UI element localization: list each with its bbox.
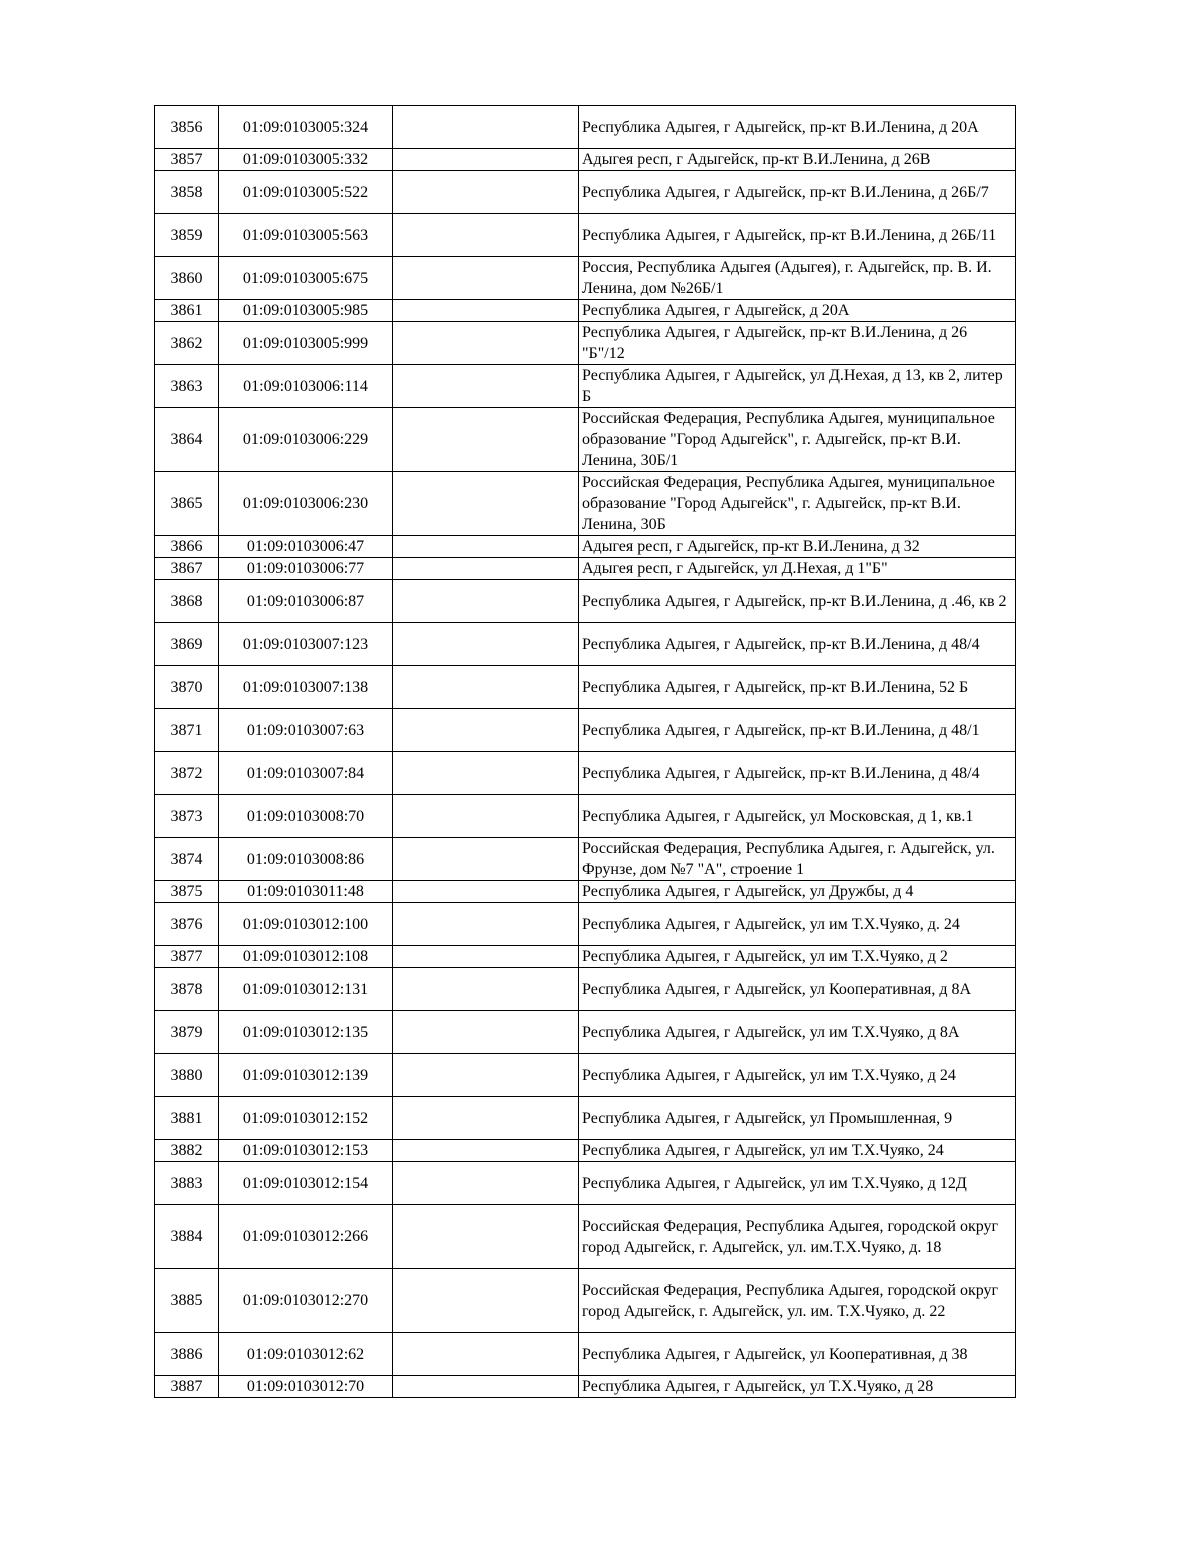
- blank-cell: [393, 536, 579, 558]
- blank-cell: [393, 214, 579, 257]
- cadastral-number-cell: 01:09:0103007:138: [219, 666, 393, 709]
- blank-cell: [393, 623, 579, 666]
- table-row: [155, 580, 1016, 623]
- blank-cell: [393, 149, 579, 171]
- blank-cell: [393, 709, 579, 752]
- cadastral-number-cell: 01:09:0103005:563: [219, 214, 393, 257]
- row-number-cell: 3859: [155, 214, 219, 257]
- cadastral-number-cell: 01:09:0103012:62: [219, 1333, 393, 1376]
- address-cell: Россия, Республика Адыгея (Адыгея), г. Адыгейск, пр. В. И. Ленина, дом №26Б/1: [579, 257, 1016, 300]
- row-number-cell: 3878: [155, 968, 219, 1011]
- blank-cell: [393, 1140, 579, 1162]
- address-cell: Республика Адыгея, г Адыгейск, ул Кооперативная, д 38: [579, 1333, 1016, 1376]
- blank-cell: [393, 106, 579, 149]
- table-row: [155, 1205, 1016, 1269]
- table-row: [155, 1097, 1016, 1140]
- table-row: [155, 1054, 1016, 1097]
- blank-cell: [393, 171, 579, 214]
- address-cell: Республика Адыгея, г Адыгейск, ул им Т.Х.Чуяко, д. 24: [579, 903, 1016, 946]
- row-number-cell: 3872: [155, 752, 219, 795]
- address-cell: Республика Адыгея, г Адыгейск, ул им Т.Х.Чуяко, д 24: [579, 1054, 1016, 1097]
- row-number-cell: 3882: [155, 1140, 219, 1162]
- table-row: [155, 536, 1016, 558]
- blank-cell: [393, 838, 579, 881]
- row-number-cell: 3881: [155, 1097, 219, 1140]
- blank-cell: [393, 257, 579, 300]
- blank-cell: [393, 472, 579, 536]
- cadastral-number-cell: 01:09:0103005:522: [219, 171, 393, 214]
- table-row: [155, 881, 1016, 903]
- table-row: [155, 1162, 1016, 1205]
- address-cell: Республика Адыгея, г Адыгейск, ул им Т.Х.Чуяко, д 8А: [579, 1011, 1016, 1054]
- table-row: [155, 946, 1016, 968]
- address-cell: Республика Адыгея, г Адыгейск, ул им Т.Х.Чуяко, д 2: [579, 946, 1016, 968]
- row-number-cell: 3862: [155, 322, 219, 365]
- blank-cell: [393, 1333, 579, 1376]
- address-cell: Республика Адыгея, г Адыгейск, пр-кт В.И.Ленина, д 26Б/11: [579, 214, 1016, 257]
- blank-cell: [393, 365, 579, 408]
- table-row: [155, 472, 1016, 536]
- cadastral-number-cell: 01:09:0103012:108: [219, 946, 393, 968]
- row-number-cell: 3884: [155, 1205, 219, 1269]
- row-number-cell: 3880: [155, 1054, 219, 1097]
- table-row: [155, 149, 1016, 171]
- cadastral-number-cell: 01:09:0103012:100: [219, 903, 393, 946]
- blank-cell: [393, 946, 579, 968]
- blank-cell: [393, 1011, 579, 1054]
- table-row: [155, 300, 1016, 322]
- address-cell: Республика Адыгея, г Адыгейск, ул Д.Нехая, д 13, кв 2, литер Б: [579, 365, 1016, 408]
- row-number-cell: 3861: [155, 300, 219, 322]
- blank-cell: [393, 408, 579, 472]
- cadastral-number-cell: 01:09:0103012:152: [219, 1097, 393, 1140]
- table-row: [155, 214, 1016, 257]
- blank-cell: [393, 903, 579, 946]
- blank-cell: [393, 1376, 579, 1398]
- row-number-cell: 3870: [155, 666, 219, 709]
- table-row: [155, 666, 1016, 709]
- row-number-cell: 3871: [155, 709, 219, 752]
- row-number-cell: 3858: [155, 171, 219, 214]
- cadastral-number-cell: 01:09:0103007:123: [219, 623, 393, 666]
- row-number-cell: 3867: [155, 558, 219, 580]
- cadastral-number-cell: 01:09:0103012:266: [219, 1205, 393, 1269]
- cadastral-number-cell: 01:09:0103006:114: [219, 365, 393, 408]
- cadastral-number-cell: 01:09:0103012:70: [219, 1376, 393, 1398]
- row-number-cell: 3887: [155, 1376, 219, 1398]
- cadastral-number-cell: 01:09:0103012:154: [219, 1162, 393, 1205]
- address-cell: Республика Адыгея, г Адыгейск, д 20А: [579, 300, 1016, 322]
- blank-cell: [393, 968, 579, 1011]
- table-row: [155, 1333, 1016, 1376]
- row-number-cell: 3866: [155, 536, 219, 558]
- cadastral-number-cell: 01:09:0103005:324: [219, 106, 393, 149]
- row-number-cell: 3863: [155, 365, 219, 408]
- property-table: [154, 105, 1016, 1398]
- cadastral-number-cell: 01:09:0103007:63: [219, 709, 393, 752]
- row-number-cell: 3860: [155, 257, 219, 300]
- row-number-cell: 3865: [155, 472, 219, 536]
- cadastral-number-cell: 01:09:0103012:131: [219, 968, 393, 1011]
- table-row: [155, 106, 1016, 149]
- row-number-cell: 3883: [155, 1162, 219, 1205]
- table-row: [155, 838, 1016, 881]
- cadastral-number-cell: 01:09:0103006:77: [219, 558, 393, 580]
- address-cell: Республика Адыгея, г Адыгейск, пр-кт В.И.Ленина, д .46, кв 2: [579, 580, 1016, 623]
- cadastral-number-cell: 01:09:0103006:230: [219, 472, 393, 536]
- address-cell: Российская Федерация, Республика Адыгея, муниципальное образование "Город Адыгейск", г. Адыгейск, пр-кт В.И. Ленина, 30Б/1: [579, 408, 1016, 472]
- row-number-cell: 3857: [155, 149, 219, 171]
- blank-cell: [393, 322, 579, 365]
- address-cell: Республика Адыгея, г Адыгейск, ул Дружбы, д 4: [579, 881, 1016, 903]
- table-row: [155, 903, 1016, 946]
- blank-cell: [393, 1097, 579, 1140]
- cadastral-number-cell: 01:09:0103012:135: [219, 1011, 393, 1054]
- cadastral-number-cell: 01:09:0103007:84: [219, 752, 393, 795]
- cadastral-number-cell: 01:09:0103012:153: [219, 1140, 393, 1162]
- address-cell: Республика Адыгея, г Адыгейск, ул им Т.Х.Чуяко, 24: [579, 1140, 1016, 1162]
- table-row: [155, 1376, 1016, 1398]
- address-cell: Адыгея респ, г Адыгейск, ул Д.Нехая, д 1"Б": [579, 558, 1016, 580]
- blank-cell: [393, 881, 579, 903]
- blank-cell: [393, 666, 579, 709]
- table-row: [155, 408, 1016, 472]
- cadastral-number-cell: 01:09:0103012:270: [219, 1269, 393, 1333]
- address-cell: Республика Адыгея, г Адыгейск, пр-кт В.И.Ленина, 52 Б: [579, 666, 1016, 709]
- address-cell: Российская Федерация, Республика Адыгея, городской округ город Адыгейск, г. Адыгейск, ул. им. Т.Х.Чуяко, д. 22: [579, 1269, 1016, 1333]
- table-row: [155, 795, 1016, 838]
- cadastral-number-cell: 01:09:0103008:70: [219, 795, 393, 838]
- address-cell: Республика Адыгея, г Адыгейск, ул им Т.Х.Чуяко, д 12Д: [579, 1162, 1016, 1205]
- row-number-cell: 3885: [155, 1269, 219, 1333]
- cadastral-number-cell: 01:09:0103011:48: [219, 881, 393, 903]
- table-row: [155, 1269, 1016, 1333]
- address-cell: Республика Адыгея, г Адыгейск, пр-кт В.И.Ленина, д 20А: [579, 106, 1016, 149]
- blank-cell: [393, 1269, 579, 1333]
- address-cell: Адыгея респ, г Адыгейск, пр-кт В.И.Ленина, д 32: [579, 536, 1016, 558]
- cadastral-number-cell: 01:09:0103005:675: [219, 257, 393, 300]
- table-row: [155, 709, 1016, 752]
- table-row: [155, 257, 1016, 300]
- address-cell: Республика Адыгея, г Адыгейск, пр-кт В.И.Ленина, д 48/4: [579, 752, 1016, 795]
- address-cell: Республика Адыгея, г Адыгейск, ул Кооперативная, д 8А: [579, 968, 1016, 1011]
- cadastral-number-cell: 01:09:0103006:47: [219, 536, 393, 558]
- blank-cell: [393, 558, 579, 580]
- row-number-cell: 3879: [155, 1011, 219, 1054]
- blank-cell: [393, 795, 579, 838]
- table-row: [155, 968, 1016, 1011]
- blank-cell: [393, 752, 579, 795]
- address-cell: Республика Адыгея, г Адыгейск, пр-кт В.И.Ленина, д 26 "Б"/12: [579, 322, 1016, 365]
- row-number-cell: 3874: [155, 838, 219, 881]
- address-cell: Республика Адыгея, г Адыгейск, пр-кт В.И.Ленина, д 48/1: [579, 709, 1016, 752]
- blank-cell: [393, 580, 579, 623]
- blank-cell: [393, 1054, 579, 1097]
- row-number-cell: 3856: [155, 106, 219, 149]
- address-cell: Республика Адыгея, г Адыгейск, пр-кт В.И.Ленина, д 26Б/7: [579, 171, 1016, 214]
- row-number-cell: 3869: [155, 623, 219, 666]
- address-cell: Республика Адыгея, г Адыгейск, ул Московская, д 1, кв.1: [579, 795, 1016, 838]
- table-row: [155, 623, 1016, 666]
- table-row: [155, 1011, 1016, 1054]
- table-row: [155, 171, 1016, 214]
- address-cell: Республика Адыгея, г Адыгейск, ул Промышленная, 9: [579, 1097, 1016, 1140]
- blank-cell: [393, 300, 579, 322]
- cadastral-number-cell: 01:09:0103008:86: [219, 838, 393, 881]
- cadastral-number-cell: 01:09:0103006:229: [219, 408, 393, 472]
- row-number-cell: 3877: [155, 946, 219, 968]
- row-number-cell: 3886: [155, 1333, 219, 1376]
- blank-cell: [393, 1205, 579, 1269]
- row-number-cell: 3864: [155, 408, 219, 472]
- address-cell: Российская Федерация, Республика Адыгея, городской округ город Адыгейск, г. Адыгейск, ул. им.Т.Х.Чуяко, д. 18: [579, 1205, 1016, 1269]
- cadastral-number-cell: 01:09:0103005:332: [219, 149, 393, 171]
- row-number-cell: 3873: [155, 795, 219, 838]
- row-number-cell: 3876: [155, 903, 219, 946]
- address-cell: Адыгея респ, г Адыгейск, пр-кт В.И.Ленина, д 26В: [579, 149, 1016, 171]
- cadastral-number-cell: 01:09:0103012:139: [219, 1054, 393, 1097]
- row-number-cell: 3868: [155, 580, 219, 623]
- table-row: [155, 322, 1016, 365]
- cadastral-number-cell: 01:09:0103005:985: [219, 300, 393, 322]
- cadastral-number-cell: 01:09:0103006:87: [219, 580, 393, 623]
- table-row: [155, 752, 1016, 795]
- table-body: [155, 106, 1016, 1398]
- table-row: [155, 558, 1016, 580]
- table-row: [155, 1140, 1016, 1162]
- row-number-cell: 3875: [155, 881, 219, 903]
- address-cell: Российская Федерация, Республика Адыгея, муниципальное образование "Город Адыгейск", г. Адыгейск, пр-кт В.И. Ленина, 30Б: [579, 472, 1016, 536]
- blank-cell: [393, 1162, 579, 1205]
- address-cell: Российская Федерация, Республика Адыгея, г. Адыгейск, ул. Фрунзе, дом №7 "А", строение 1: [579, 838, 1016, 881]
- address-cell: Республика Адыгея, г Адыгейск, ул Т.Х.Чуяко, д 28: [579, 1376, 1016, 1398]
- cadastral-number-cell: 01:09:0103005:999: [219, 322, 393, 365]
- address-cell: Республика Адыгея, г Адыгейск, пр-кт В.И.Ленина, д 48/4: [579, 623, 1016, 666]
- table-row: [155, 365, 1016, 408]
